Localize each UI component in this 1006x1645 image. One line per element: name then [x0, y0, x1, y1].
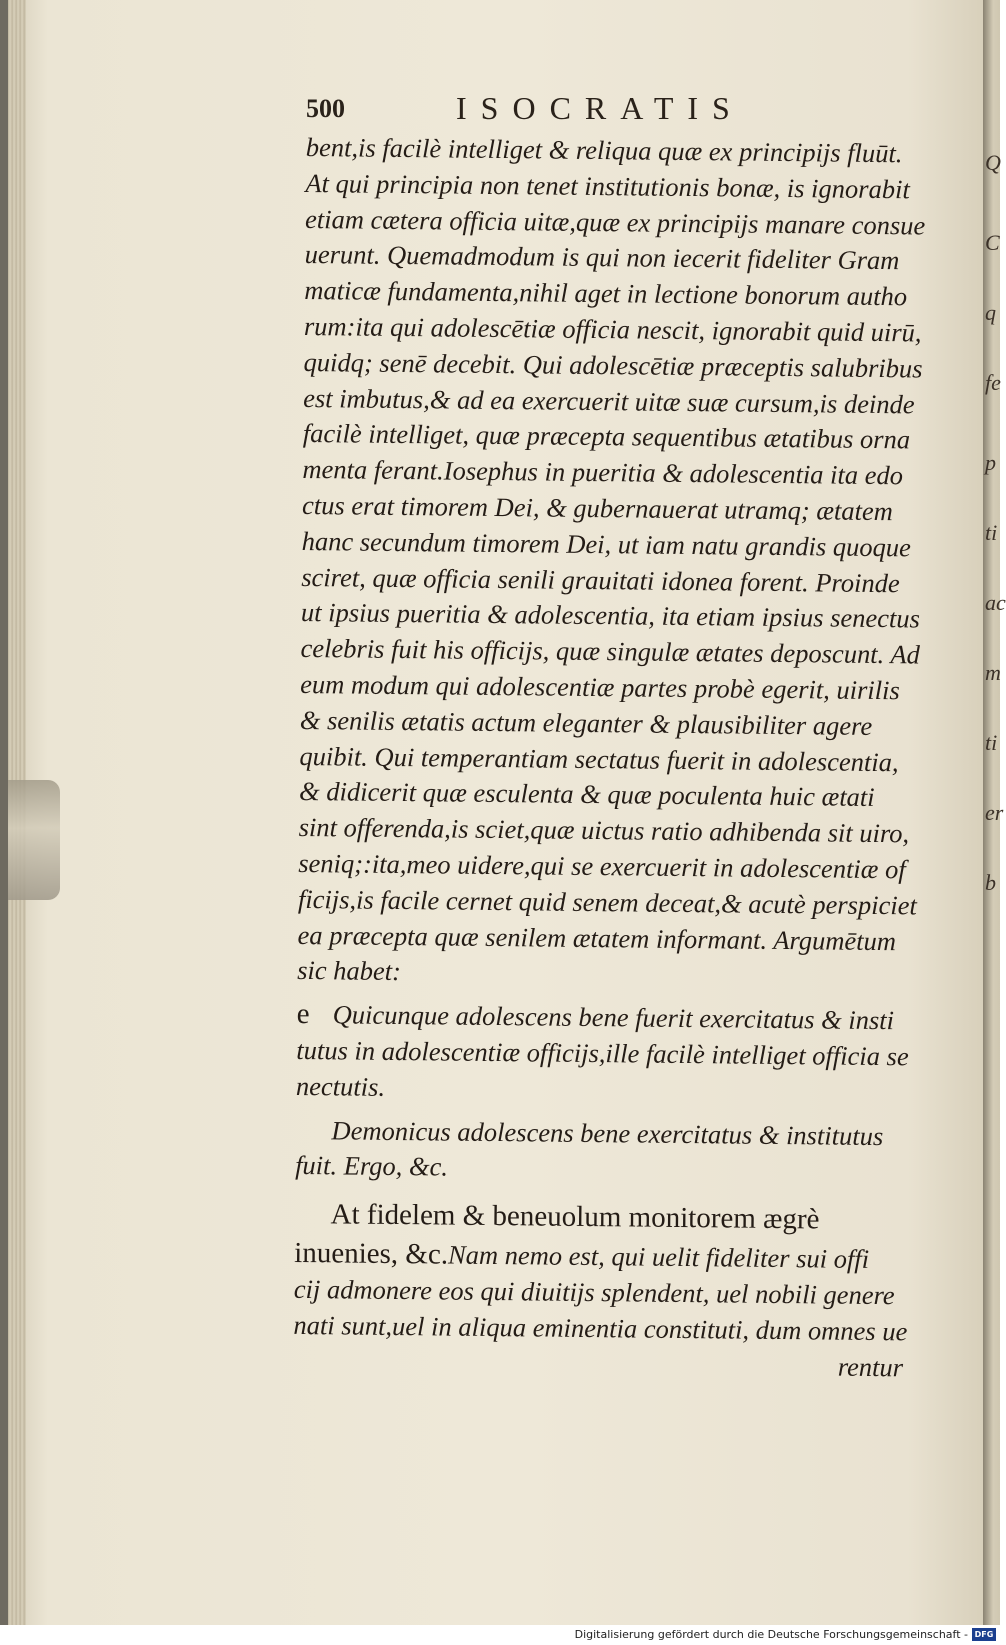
argument-line: nectutis. [295, 1070, 386, 1102]
running-header [306, 90, 806, 130]
text-line: quidq; senē decebit. Qui adolescētiæ præceptis salubribus [303, 346, 923, 384]
text-line: rum:ita qui adolescētiæ officia nescit, ignorabit quid uirū, [303, 310, 922, 348]
text-line: bent,is facilè intelliget & reliqua quæ ex principijs fluūt. [305, 131, 903, 169]
page-number: 500 [306, 94, 345, 123]
text-line: sic habet: [297, 955, 402, 987]
facing-page-edge [983, 0, 1006, 1625]
text-line: maticæ fundamenta,nihil aget in lectione bonorum autho [304, 275, 908, 312]
text-line: ctus erat timorem Dei, & gubernauerat utramq; ætatem [301, 489, 893, 527]
text-line: eum modum qui adolescentiæ partes probè egerit, uirilis [300, 668, 900, 706]
facing-page-letter: Q [985, 150, 1001, 175]
text-line: sint offerenda,is sciet,quæ uictus ratio adhibenda sit uiro, [298, 812, 910, 849]
facing-page-letter: ti [985, 730, 998, 755]
closing-line: nati sunt,uel in aliqua eminentia constituti, dum omnes ue [293, 1309, 908, 1347]
argument-marker: e [296, 998, 310, 1031]
facing-page-letter: fe [985, 370, 1001, 395]
minor-premise-line: Demonicus adolescens bene exercitatus & institutus [331, 1114, 884, 1151]
facing-page-letter: ti [985, 520, 998, 545]
text-line: At qui principia non tenet institutionis bonæ, is ignorabit [305, 167, 910, 205]
text-line: ficijs,is facile cernet quid senem deceat,& acutè perspiciet [297, 883, 917, 921]
lemma-line: At fidelem & beneuolum monitorem ægrè [330, 1198, 820, 1236]
main-paragraph [297, 130, 926, 996]
facing-page-letter: ac [985, 590, 1006, 615]
text-line: uerunt. Quemadmodum is qui non iecerit fideliter Gram [304, 239, 900, 276]
funding-credit: Digitalisierung gefördert durch die Deutsche Forschungsgemeinschaft - [574, 1628, 968, 1641]
text-line: sciret, quæ officia senili grauitati idonea forent. Proinde [301, 561, 900, 598]
left-page [8, 0, 983, 1625]
text-line: facilè intelliget, quæ præcepta sequentibus ætatibus orna [302, 418, 911, 455]
facing-page-letter: er [985, 800, 1004, 825]
book-clasp [8, 780, 60, 900]
lemma-text: inuenies, &c. [294, 1237, 449, 1271]
text-line: menta ferant.Iosephus in pueritia & adolescentia ita edo [302, 454, 904, 491]
text-line: & senilis ætatis actum eleganter & plausibiliter agere [299, 704, 873, 741]
closing-line: cij admonere eos qui diuitijs splendent, uel nobili genere [293, 1273, 895, 1311]
footer [0, 1625, 1000, 1645]
argument-text: Quicunque adolescens bene fuerit exercitatus & insti [332, 999, 895, 1036]
facing-page-letter: C [985, 230, 1000, 255]
text-line: celebris fuit his officijs, quæ singulæ ætates deposcunt. Ad [300, 633, 921, 670]
text-line: ut ipsius pueritia & adolescentia, ita etiam ipsius senectus [300, 597, 921, 634]
catchword: rentur [837, 1351, 904, 1382]
text-line: quibit. Qui temperantiam sectatus fuerit in adolescentia, [299, 740, 899, 777]
text-line: est imbutus,& ad ea exercuerit uitæ suæ cursum,is deinde [303, 382, 915, 419]
argument-line: tutus in adolescentiæ officijs,ille facilè intelliget officia se [296, 1034, 909, 1072]
minor-premise-line: fuit. Ergo, &c. [295, 1150, 449, 1182]
running-title: ISOCRATIS [456, 90, 744, 126]
text-line: & didicerit quæ esculenta & quæ poculenta huic ætati [298, 776, 875, 813]
text-line: ea præcepta quæ senilem ætatem informant. Argumētum [297, 919, 897, 956]
facing-page-letter: q [985, 300, 996, 325]
body-text [293, 130, 926, 1386]
dfg-logo: DFG [972, 1628, 996, 1641]
text-line: seniq;:ita,meo uidere,qui se exercuerit in adolescentiæ of [298, 847, 906, 885]
facing-page-letter: m [985, 660, 1001, 685]
lemma-tail: Nam nemo est, qui uelit fideliter sui offi [447, 1239, 870, 1275]
facing-page-letter: p [985, 450, 996, 475]
text-line: etiam cætera officia uitæ,quæ ex principijs manare consue [304, 203, 926, 241]
text-line: hanc secundum timorem Dei, ut iam natu grandis quoque [301, 525, 912, 563]
facing-page-letter: b [985, 870, 996, 895]
